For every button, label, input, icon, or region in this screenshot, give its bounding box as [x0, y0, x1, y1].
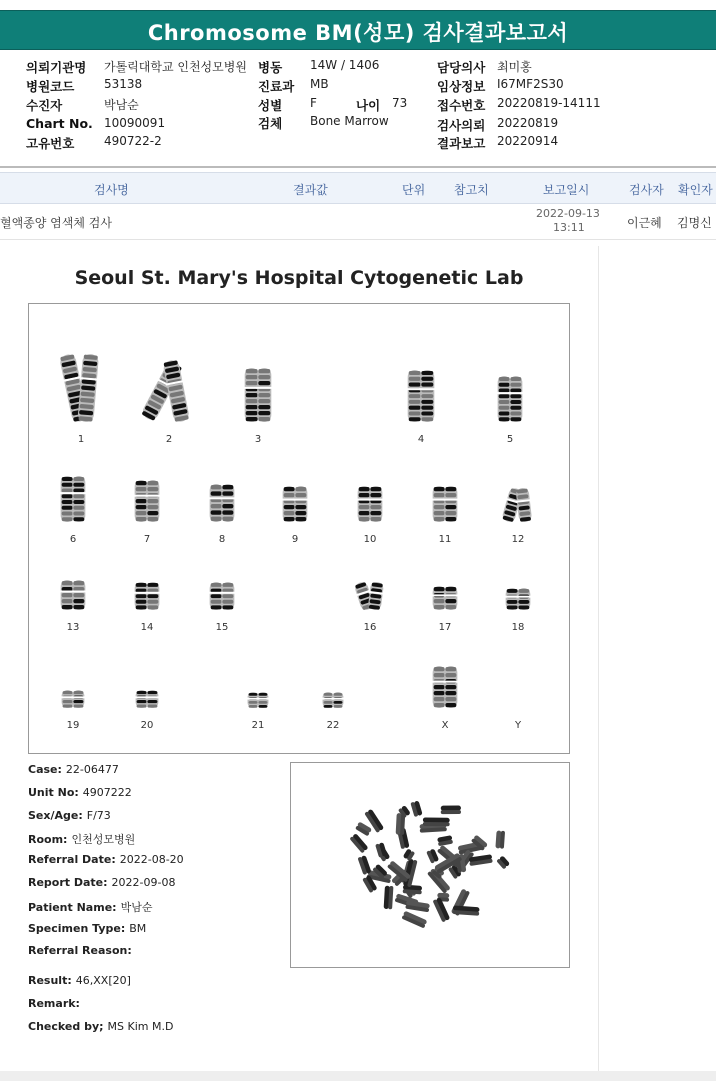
case-field-value: 박남순 — [120, 901, 153, 914]
table-row[interactable] — [0, 203, 716, 240]
chromosome-label-7: 7 — [143, 534, 151, 545]
row-confirmer: 김명신 — [677, 216, 712, 230]
case-field-value: F/73 — [86, 809, 111, 822]
label-physician: 담당의사 — [437, 60, 486, 75]
case-field — [28, 809, 111, 822]
label-report-date: 결과보고 — [437, 136, 486, 151]
value-patient: 박남순 — [104, 98, 139, 112]
chromosome-6-homolog-2 — [71, 476, 86, 522]
chromosome-label-2: 2 — [165, 434, 173, 445]
chromosome-label-4: 4 — [417, 434, 425, 445]
chromosome-label-1: 1 — [77, 434, 85, 445]
value-specimen: Bone Marrow — [310, 114, 389, 128]
label-age: 나이 — [356, 98, 381, 113]
chromosome-10-homolog-2 — [368, 486, 383, 522]
chromosome-label-21: 21 — [251, 720, 265, 731]
title-bar — [0, 0, 716, 56]
case-field — [28, 899, 152, 915]
chromosome-8-homolog-2 — [220, 484, 235, 522]
case-field-label: Unit No: — [28, 786, 79, 799]
value-chart-no: 10090091 — [104, 116, 166, 130]
row-test-name: 혈액종양 염색체 검사 — [0, 216, 112, 230]
page-footer-bar — [0, 1071, 716, 1081]
case-field — [28, 974, 131, 987]
chromosome-label-20: 20 — [140, 720, 154, 731]
chromosome-label-17: 17 — [438, 622, 452, 633]
chromosome-7-homolog-2 — [145, 480, 160, 522]
case-field — [28, 786, 132, 799]
case-field-label: Sex/Age: — [28, 809, 83, 822]
value-physician: 최미홍 — [497, 60, 532, 74]
metaphase-spread-svg — [291, 763, 569, 967]
case-field-value: 4907222 — [82, 786, 132, 799]
chromosome-label-18: 18 — [511, 622, 525, 633]
label-receipt-no: 접수번호 — [437, 98, 486, 113]
chromosome-label-Y: Y — [514, 720, 522, 731]
chromosome-9-homolog-2 — [293, 486, 308, 522]
chromosome-5-homolog-2 — [508, 376, 523, 422]
label-clinical-info: 임상정보 — [437, 79, 486, 94]
row-tester: 이근혜 — [627, 216, 662, 230]
lab-title: Seoul St. Mary's Hospital Cytogenetic Lab — [74, 267, 524, 289]
case-field — [28, 944, 136, 957]
label-department: 진료과 — [258, 79, 295, 94]
header-confirmer: 확인자 — [678, 183, 713, 197]
case-field — [28, 853, 184, 866]
chromosome-19-homolog-2 — [71, 690, 85, 708]
header-report-datetime: 보고일시 — [543, 183, 590, 197]
value-ward: 14W / 1406 — [310, 58, 380, 72]
chromosome-label-5: 5 — [506, 434, 514, 445]
value-age: 73 — [392, 96, 408, 110]
case-field-label: Room: — [28, 833, 68, 846]
chromosome-label-15: 15 — [215, 622, 229, 633]
chromosome-17-homolog-2 — [443, 586, 458, 610]
value-clinical-info: I67MF2S30 — [497, 77, 564, 91]
case-field-value: 인천성모병원 — [71, 833, 136, 846]
chromosome-label-8: 8 — [218, 534, 226, 545]
case-field-value: BM — [129, 922, 147, 935]
label-specimen: 검체 — [258, 116, 283, 131]
metaphase-spread-image — [290, 762, 570, 968]
label-unique-no: 고유번호 — [26, 136, 75, 151]
header-reference: 참고치 — [454, 183, 489, 197]
header-unit: 단위 — [402, 183, 426, 197]
header-test-name: 검사명 — [94, 183, 129, 197]
chromosome-13-homolog-2 — [71, 580, 86, 610]
chromosome-label-3: 3 — [254, 434, 262, 445]
label-chart-no: Chart No. — [26, 116, 93, 131]
value-sex: F — [310, 96, 317, 110]
case-field — [28, 876, 175, 889]
chromosome-3-homolog-2 — [256, 368, 272, 422]
chromosome-label-6: 6 — [69, 534, 77, 545]
chromosome-label-14: 14 — [140, 622, 154, 633]
case-field-label: Referral Reason: — [28, 944, 132, 957]
case-field-label: Report Date: — [28, 876, 108, 889]
label-hospital-code: 병원코드 — [26, 79, 75, 94]
value-hospital-code: 53138 — [104, 77, 143, 91]
label-request-date: 검사의뢰 — [437, 118, 486, 133]
chromosome-18-homolog-2 — [516, 588, 531, 610]
value-unique-no: 490722-2 — [104, 134, 162, 148]
chromosome-label-19: 19 — [66, 720, 80, 731]
case-field-label: Specimen Type: — [28, 922, 126, 935]
case-field — [28, 763, 119, 776]
cytogenetic-report — [0, 246, 599, 1071]
chromosome-label-9: 9 — [291, 534, 299, 545]
case-field-label: Patient Name: — [28, 901, 117, 914]
case-field-value: 46,XX[20] — [75, 974, 131, 987]
chromosome-16-homolog-2 — [367, 581, 385, 611]
result-table-header — [0, 172, 716, 204]
chromosome-label-12: 12 — [511, 534, 525, 545]
patient-info-panel — [0, 56, 716, 168]
header-result: 결과값 — [293, 183, 328, 197]
case-field-label: Remark: — [28, 997, 80, 1010]
karyotype-panel — [28, 303, 570, 754]
label-requesting-institution: 의뢰기관명 — [26, 60, 87, 75]
value-department: MB — [310, 77, 329, 91]
chromosome-X-homolog-2 — [443, 666, 458, 708]
case-field — [28, 997, 84, 1010]
report-title: Chromosome BM(성모) 검사결과보고서 — [147, 21, 569, 45]
case-field-value: 2022-09-08 — [111, 876, 176, 889]
karyotype-svg — [29, 304, 569, 753]
value-request-date: 20220819 — [497, 116, 559, 130]
chromosome-21-homolog-2 — [256, 692, 269, 708]
chromosome-label-13: 13 — [66, 622, 80, 633]
value-report-date: 20220914 — [497, 134, 559, 148]
label-patient: 수진자 — [26, 98, 63, 113]
case-field — [28, 922, 146, 935]
chromosome-label-10: 10 — [363, 534, 377, 545]
case-field — [28, 1020, 173, 1033]
chromosome-label-22: 22 — [326, 720, 340, 731]
chromosome-20-homolog-2 — [145, 690, 159, 708]
label-sex: 성별 — [258, 98, 283, 113]
row-report-time: 13:11 — [553, 221, 585, 234]
chromosome-label-16: 16 — [363, 622, 377, 633]
chromosome-11-homolog-2 — [443, 486, 458, 522]
case-field-label: Case: — [28, 763, 62, 776]
value-receipt-no: 20220819-14111 — [497, 96, 601, 110]
chromosome-label-X: X — [441, 720, 449, 731]
label-ward: 병동 — [258, 60, 283, 75]
header-tester: 검사자 — [629, 183, 664, 197]
case-field-value: 2022-08-20 — [119, 853, 184, 866]
chromosome-14-homolog-2 — [145, 582, 160, 610]
case-field-label: Result: — [28, 974, 72, 987]
row-report-date: 2022-09-13 — [536, 207, 600, 220]
chromosome-label-11: 11 — [438, 534, 452, 545]
case-field-value: 22-06477 — [65, 763, 119, 776]
case-field-label: Checked by; — [28, 1020, 104, 1033]
chromosome-4-homolog-2 — [419, 370, 435, 422]
title-band — [0, 10, 716, 50]
case-field-value: MS Kim M.D — [107, 1020, 174, 1033]
value-requesting-institution: 가톨릭대학교 인천성모병원 — [104, 60, 247, 74]
chromosome-15-homolog-2 — [220, 582, 235, 610]
chromosome-22-homolog-2 — [331, 692, 344, 708]
case-field — [28, 831, 135, 847]
case-field-label: Referral Date: — [28, 853, 116, 866]
